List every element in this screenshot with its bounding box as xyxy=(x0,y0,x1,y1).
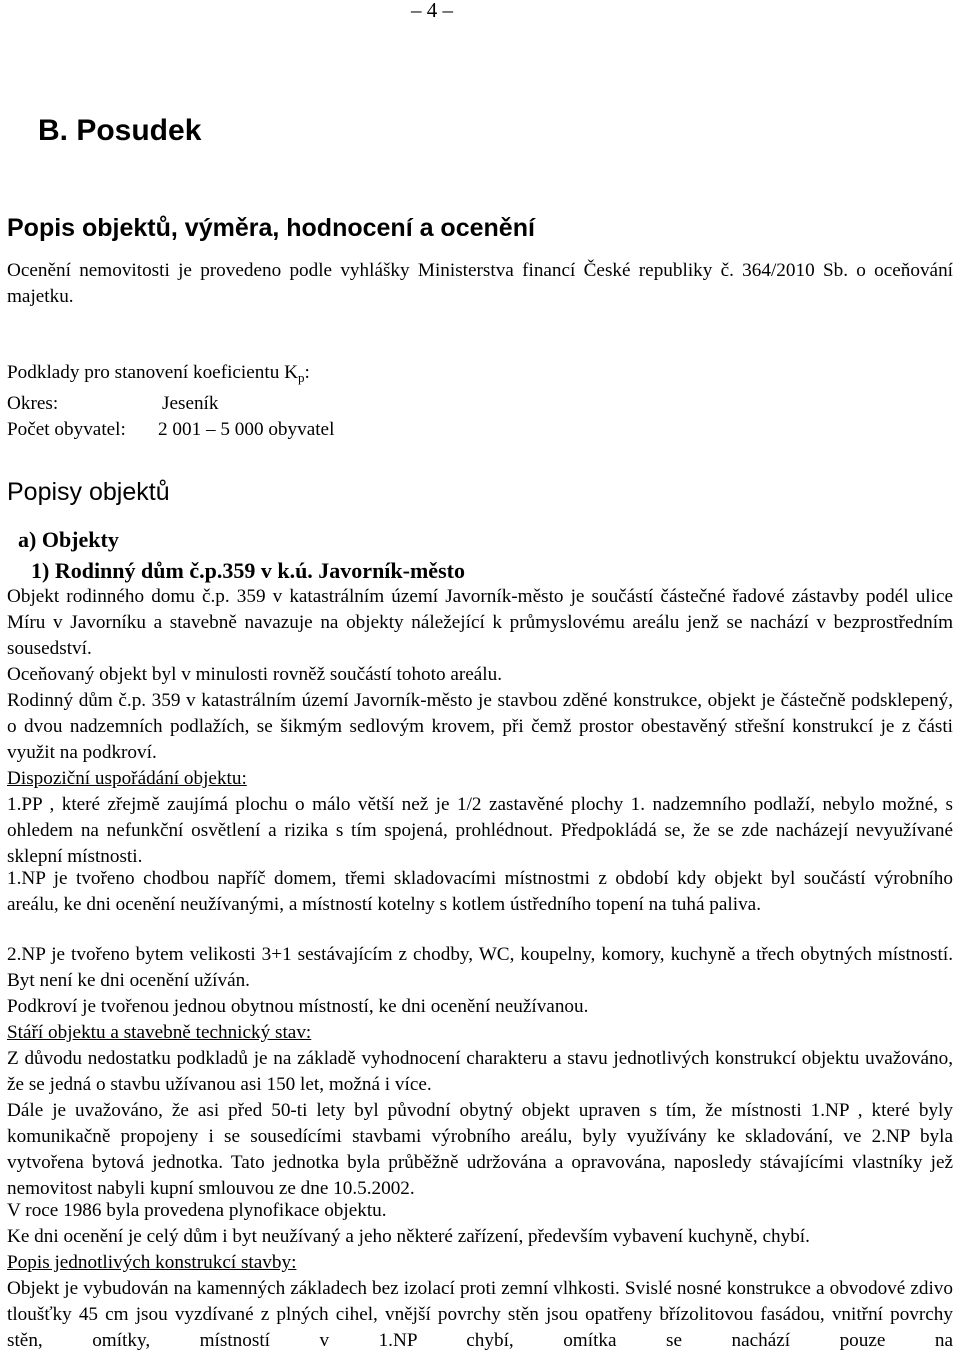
okres-value: Jeseník xyxy=(162,393,219,414)
dispozice-heading: Dispoziční uspořádání objektu: xyxy=(7,768,247,789)
okres-row xyxy=(7,391,219,417)
paragraph-podkrovi: Podkroví je tvořenou jednou obytnou místností, ke dni ocenění neužívanou. xyxy=(7,996,589,1017)
paragraph-konstrukce: Objekt je vybudován na kamenných základech bez izolací proti zemní vlhkosti. Svislé nosné konstrukce a obvodové zdivo tloušťky 45 cm jsou vyzdívané z plných cihel, vnější povrchy stěn jsou opatřeny břízolitovou fasádou, vnitřní povrchy stěn, omítky, místností v 1.NP chybí, omítka se nachází pouze na xyxy=(7,1278,953,1351)
subtitle: Popis objektů, výměra, hodnocení a ocenění xyxy=(7,214,535,242)
item-heading: 1) Rodinný dům č.p.359 v k.ú. Javorník-město xyxy=(31,558,465,583)
okres-label: Okres: xyxy=(7,393,59,414)
paragraph-stav: Ke dni ocenění je celý dům i byt neužívaný a jeho některé zařízení, především vybavení kuchyně, chybí. xyxy=(7,1226,810,1247)
stari-heading: Stáří objektu a stavebně technický stav: xyxy=(7,1022,312,1043)
kp-heading-text: Podklady pro stanovení koeficientu K xyxy=(7,362,298,383)
objekty-heading: a) Objekty xyxy=(18,527,119,552)
obyvatel-row xyxy=(7,417,335,443)
obyvatel-value: 2 001 – 5 000 obyvatel xyxy=(158,419,335,440)
popisy-heading: Popisy objektů xyxy=(7,478,170,506)
paragraph-2: Oceňovaný objekt byl v minulosti rovněž součástí tohoto areálu. xyxy=(7,664,503,685)
intro-paragraph: Ocenění nemovitosti je provedeno podle vyhlášky Ministerstva financí České republiky č. 364/2010 Sb. o oceňování majetku. xyxy=(7,260,953,307)
obyvatel-label: Počet obyvatel: xyxy=(7,419,126,440)
paragraph-stari: Z důvodu nedostatku podkladů je na základě vyhodnocení charakteru a stavu jednotlivých konstrukcí objektu uvažováno, že se jedná o stavbu užívanou asi 150 let, možná i více. xyxy=(7,1048,953,1095)
paragraph-upravy: Dále je uvažováno, že asi před 50-ti lety byl původní obytný objekt upraven s tím, že místnosti 1.NP , které byly komunikačně propojeny i se sousedícími stavbami výrobního areálu, byly využívány ke skladování, ve 2.NP byla vytvořena bytová jednotka. Tato jednotka byla průběžně udržována a opravována, naposledy stávajícími vlastníky jež nemovitost nabyli kupní smlouvou ze dne 10.5.2002. xyxy=(7,1100,953,1199)
paragraph-plynofikace: V roce 1986 byla provedena plynofikace objektu. xyxy=(7,1200,387,1221)
konstrukce-heading: Popis jednotlivých konstrukcí stavby: xyxy=(7,1252,297,1273)
paragraph-2np: 2.NP je tvořeno bytem velikosti 3+1 sestávajícím z chodby, WC, koupelny, komory, kuchyně a třech obytných místností. Byt není ke dni ocenění užíván. xyxy=(7,944,953,991)
section-title: B. Posudek xyxy=(38,114,202,147)
kp-heading xyxy=(7,360,310,391)
kp-colon: : xyxy=(304,362,310,383)
kp-subscript: p xyxy=(297,370,305,385)
paragraph-3: Rodinný dům č.p. 359 v katastrálním území Javorník-město je stavbou zděné konstrukce, objekt je částečně podsklepený, o dvou nadzemních podlažích, se šikmým sedlovým krovem, při čemž prostor obestavěný střešní konstrukcí je z části využit na podkroví. xyxy=(7,690,953,763)
paragraph-1: Objekt rodinného domu č.p. 359 v katastrálním území Javorník-město je součástí částečné řadové zástavby podél ulice Míru v Javorníku a stavebně navazuje na objekty náležející k průmyslovému areálu jenž se nachází v bezprostředním sousedství. xyxy=(7,586,953,659)
page-number: – 4 – xyxy=(411,0,453,22)
paragraph-1pp: 1.PP , které zřejmě zaujímá plochu o málo větší než je 1/2 zastavěné plochy 1. nadzemního podlaží, nebylo možné, s ohledem na nefunkční osvětlení a rizika s tím spojená, prohlédnout. Předpokládá se, že se zde nacházejí nevyužívané sklepní místnosti. xyxy=(7,794,953,867)
paragraph-1np: 1.NP je tvořeno chodbou napříč domem, třemi skladovacími místnostmi z období kdy objekt byl součástí výrobního areálu, ke dni ocenění neužívanými, a místností kotelny s kotlem ústředního topení na tuhá paliva. xyxy=(7,868,953,915)
